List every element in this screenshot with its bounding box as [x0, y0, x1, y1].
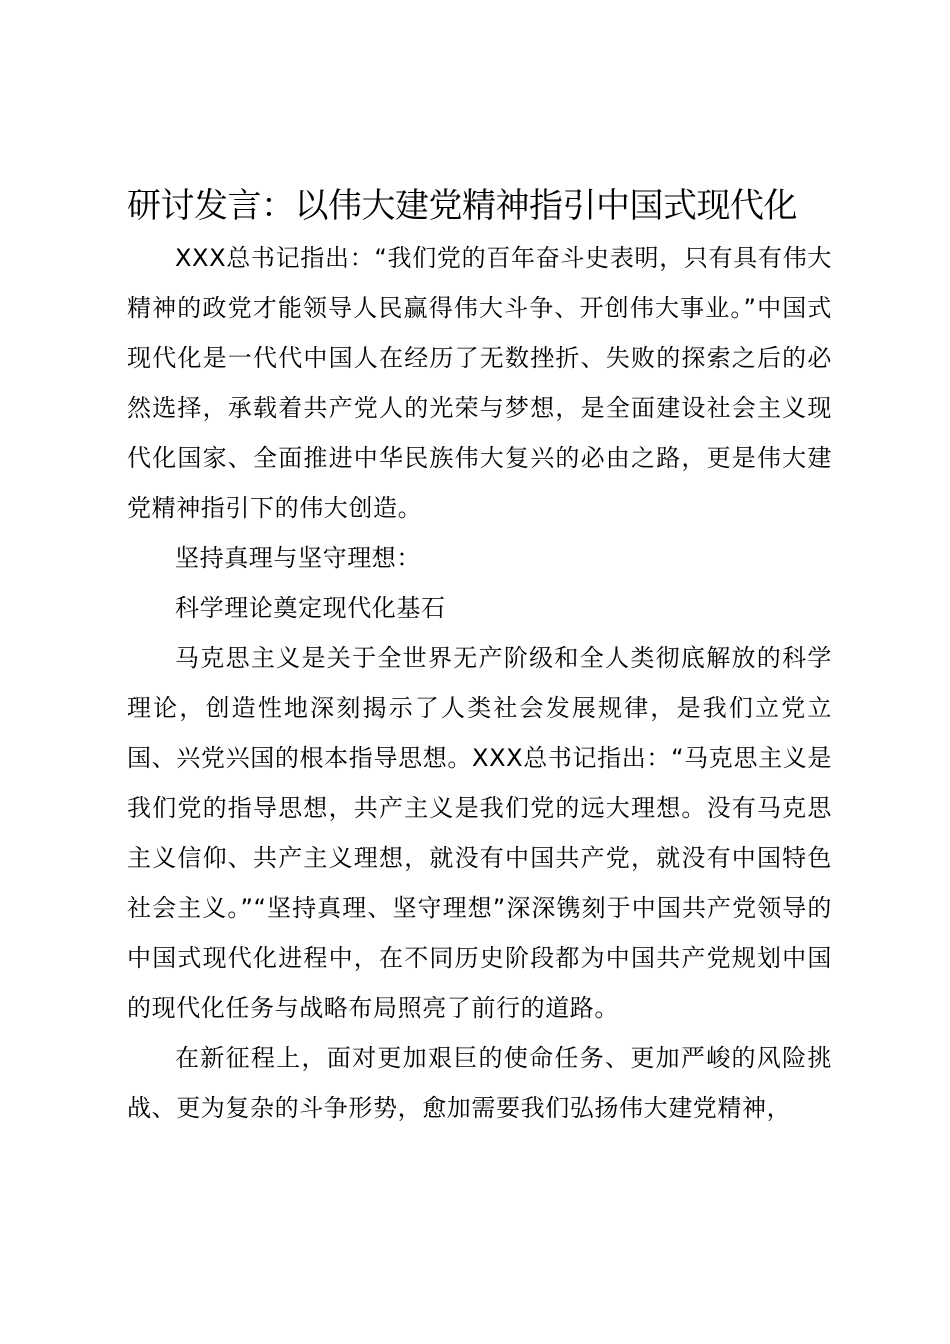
intro-paragraph: XXX总书记指出：“我们党的百年奋斗史表明，只有具有伟大精神的政党才能领导人民赢得伟大斗争、开创伟大事业。”中国式现代化是一代代中国人在经历了无数挫折、失败的探索之后的必然选择，承载着共产党人的光荣与梦想，是全面建设社会主义现代化国家、全面推进中华民族伟大复兴的必由之路，更是伟大建党精神指引下的伟大创造。 [127, 244, 832, 522]
document-body [127, 183, 832, 1133]
section-heading: 坚持真理与坚守理想： [175, 544, 421, 572]
document-title: 研讨发言：以伟大建党精神指引中国式现代化 [127, 186, 797, 226]
body-paragraph: 马克思主义是关于全世界无产阶级和全人类彻底解放的科学理论，创造性地深刻揭示了人类社会发展规律，是我们立党立国、兴党兴国的根本指导思想。XXX总书记指出：“马克思主义是我们党的指导思想，共产主义是我们党的远大理想。没有马克思主义信仰、共产主义理想，就没有中国共产党，就没有中国特色社会主义。”“坚持真理、坚守理想”深深镌刻于中国共产党领导的中国式现代化进程中，在不同历史阶段都为中国共产党规划中国的现代化任务与战略布局照亮了前行的道路。 [127, 644, 832, 1022]
body-paragraph: 在新征程上，面对更加艰巨的使命任务、更加严峻的风险挑战、更为复杂的斗争形势，愈加需要我们弘扬伟大建党精神， [127, 1044, 832, 1122]
section-subheading: 科学理论奠定现代化基石 [175, 594, 446, 622]
